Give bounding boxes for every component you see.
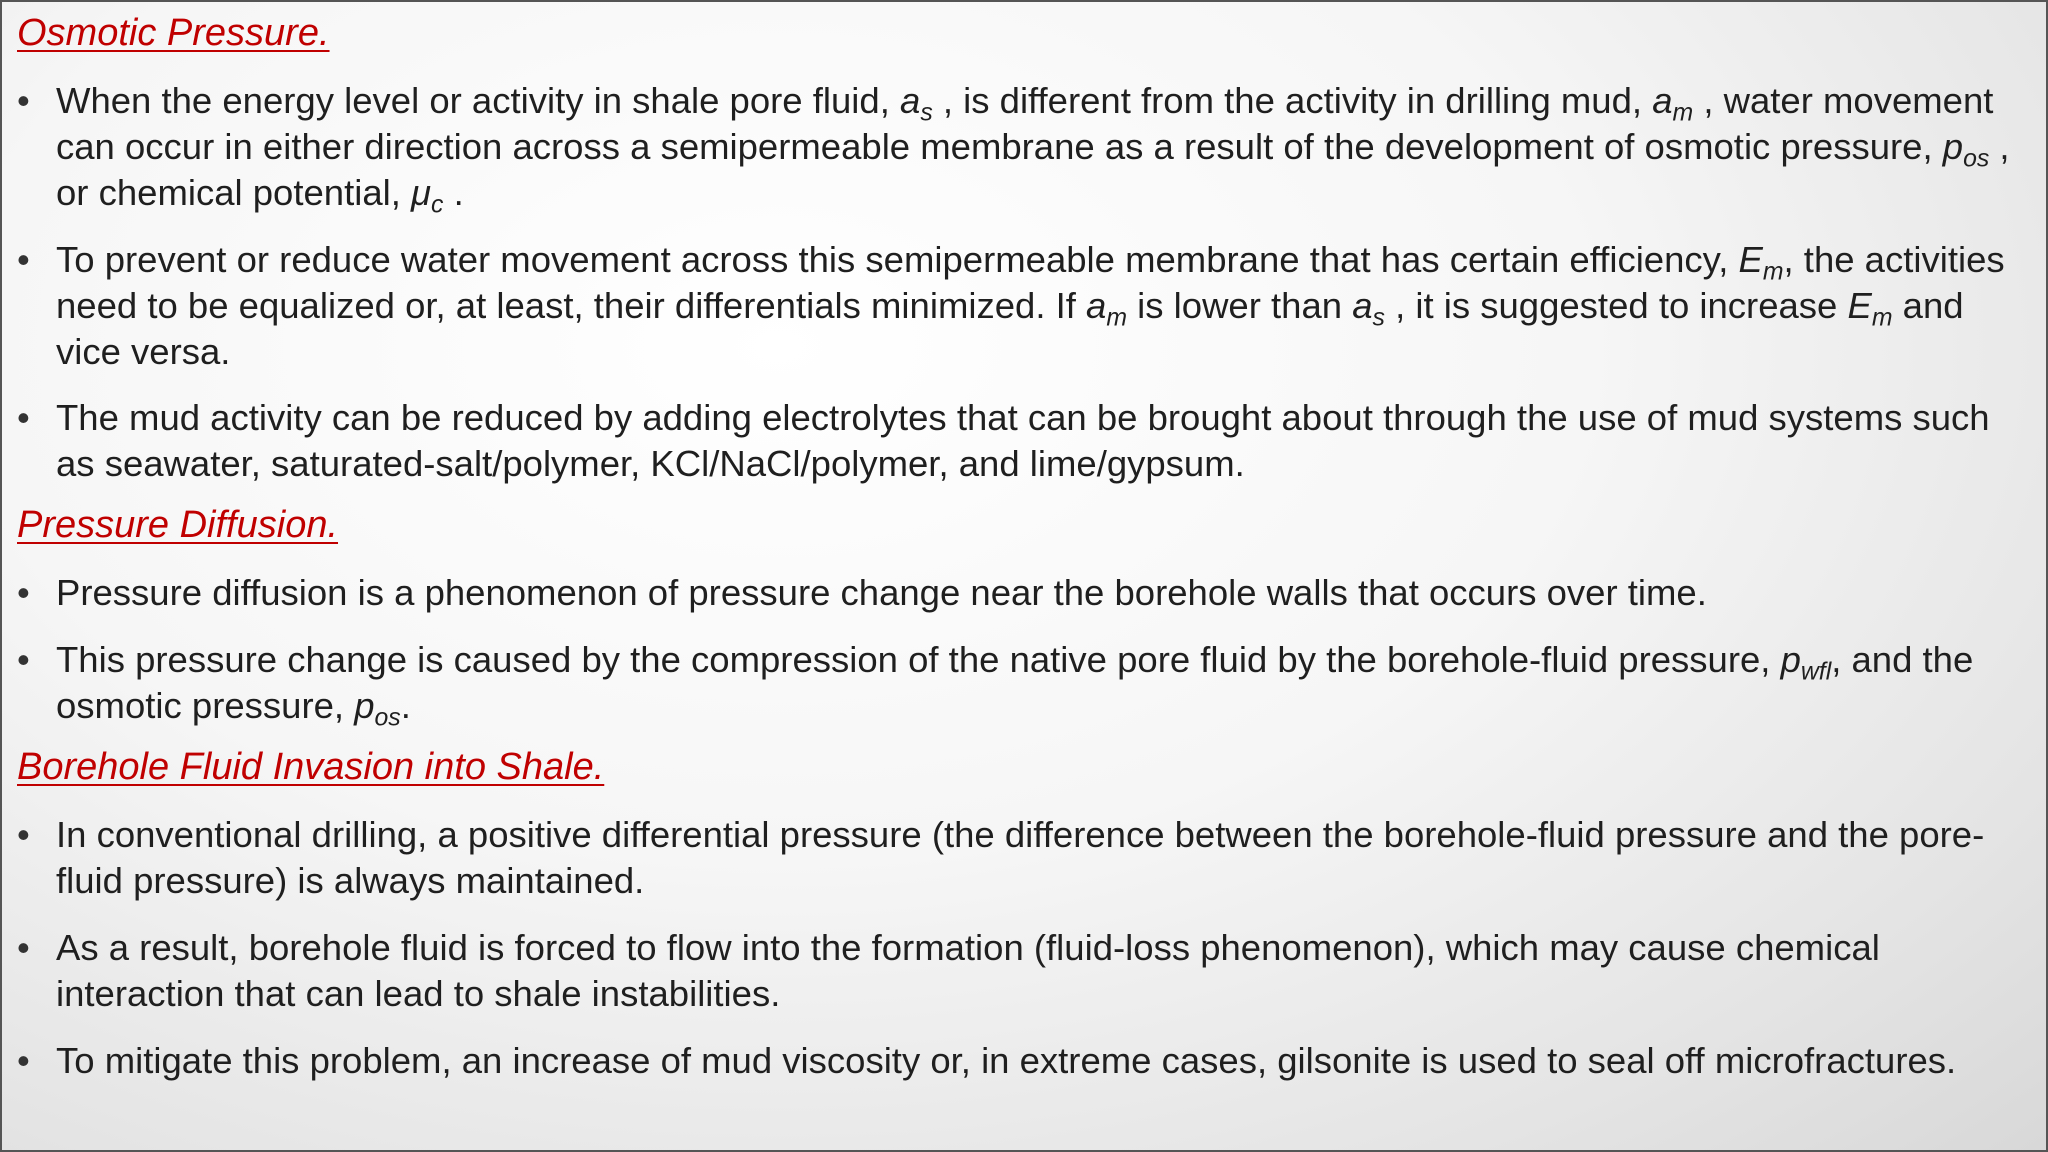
bullet-conventional-drilling: • In conventional drilling, a positive differential pressure (the difference between the borehole-fluid pressure and the pore-fluid pressure) is always maintained. (17, 812, 2028, 904)
borehole-fluid-invasion-list (17, 812, 2028, 1084)
heading-osmotic-pressure: Osmotic Pressure. (17, 12, 330, 54)
variable-p-os (1942, 126, 1990, 173)
text-run: , water movement can occur in either direction across a semipermeable membrane as a result of the development of osmotic pressure, (56, 80, 1994, 167)
text-run: , is different from the activity in drilling mud, (932, 80, 1653, 121)
variable-p-wfl (1780, 639, 1832, 686)
variable-e-m (1847, 285, 1893, 332)
variable-symbol: a (1652, 80, 1673, 121)
bullet-membrane-efficiency (17, 237, 2028, 375)
variable-symbol: a (900, 80, 921, 121)
variable-a-s (1352, 285, 1385, 332)
text-run: This pressure change is caused by the compression of the native pore fluid by the borehole-fluid pressure, (56, 639, 1781, 680)
text-run: and vice versa. (56, 285, 1964, 372)
variable-subscript: m (1672, 99, 1694, 127)
text-run: , or chemical potential, (56, 126, 2010, 213)
bullet-fluid-loss: • As a result, borehole fluid is forced to flow into the formation (fluid-loss phenomenon), which may cause chemical interaction that can lead to shale instabilities. (17, 925, 2028, 1017)
variable-a-m (1086, 285, 1128, 332)
variable-subscript: m (1106, 304, 1128, 332)
variable-symbol: p (354, 685, 375, 726)
text-run: . (443, 172, 464, 213)
variable-symbol: p (1780, 639, 1801, 680)
variable-subscript: m (1762, 258, 1784, 286)
slide-content (17, 6, 2028, 1084)
bullet-mud-activity: • The mud activity can be reduced by adding electrolytes that can be brought about through the use of mud systems such as seawater, saturated-salt/polymer, KCl/NaCl/polymer, and lime/gypsum. (17, 395, 2028, 487)
variable-subscript: os (374, 704, 401, 732)
variable-subscript: s (920, 99, 933, 127)
text-run: , it is suggested to increase (1384, 285, 1848, 326)
variable-symbol: p (1942, 126, 1964, 167)
osmotic-pressure-list (17, 78, 2028, 487)
bullet-pressure-change-cause (17, 637, 2028, 732)
variable-p-os (354, 685, 401, 732)
variable-subscript: wfl (1800, 658, 1832, 686)
bullet-diffusion-definition: • Pressure diffusion is a phenomenon of pressure change near the borehole walls that occurs over time. (17, 570, 2028, 616)
variable-symbol: a (1352, 285, 1373, 326)
variable-mu-c (411, 172, 444, 219)
bullet-mitigation: • To mitigate this problem, an increase of mud viscosity or, in extreme cases, gilsonite is used to seal off microfractures. (17, 1038, 2028, 1084)
heading-pressure-diffusion: Pressure Diffusion. (17, 504, 339, 546)
text-run: When the energy level or activity in shale pore fluid, (56, 80, 900, 121)
text-run: , the activities need to be equalized or, at least, their differentials minimized. If (56, 239, 2005, 326)
text-run: To prevent or reduce water movement across this semipermeable membrane that has certain efficiency, (56, 239, 1739, 280)
variable-subscript: s (1372, 304, 1385, 332)
variable-e-m (1738, 239, 1784, 286)
variable-a-m (1652, 80, 1694, 127)
variable-subscript: os (1963, 145, 1990, 173)
variable-subscript: c (431, 191, 444, 219)
variable-symbol: a (1086, 285, 1107, 326)
text-run: is lower than (1127, 285, 1353, 326)
pressure-diffusion-list (17, 570, 2028, 732)
variable-a-s (900, 80, 933, 127)
variable-symbol: E (1847, 285, 1872, 326)
variable-symbol: μ (411, 172, 432, 213)
text-run: , and the osmotic pressure, (56, 639, 1974, 726)
variable-symbol: E (1738, 239, 1763, 280)
text-run: . (400, 685, 411, 726)
bullet-activity-difference (17, 78, 2028, 219)
variable-subscript: m (1871, 304, 1893, 332)
heading-borehole-fluid-invasion: Borehole Fluid Invasion into Shale. (17, 746, 605, 788)
